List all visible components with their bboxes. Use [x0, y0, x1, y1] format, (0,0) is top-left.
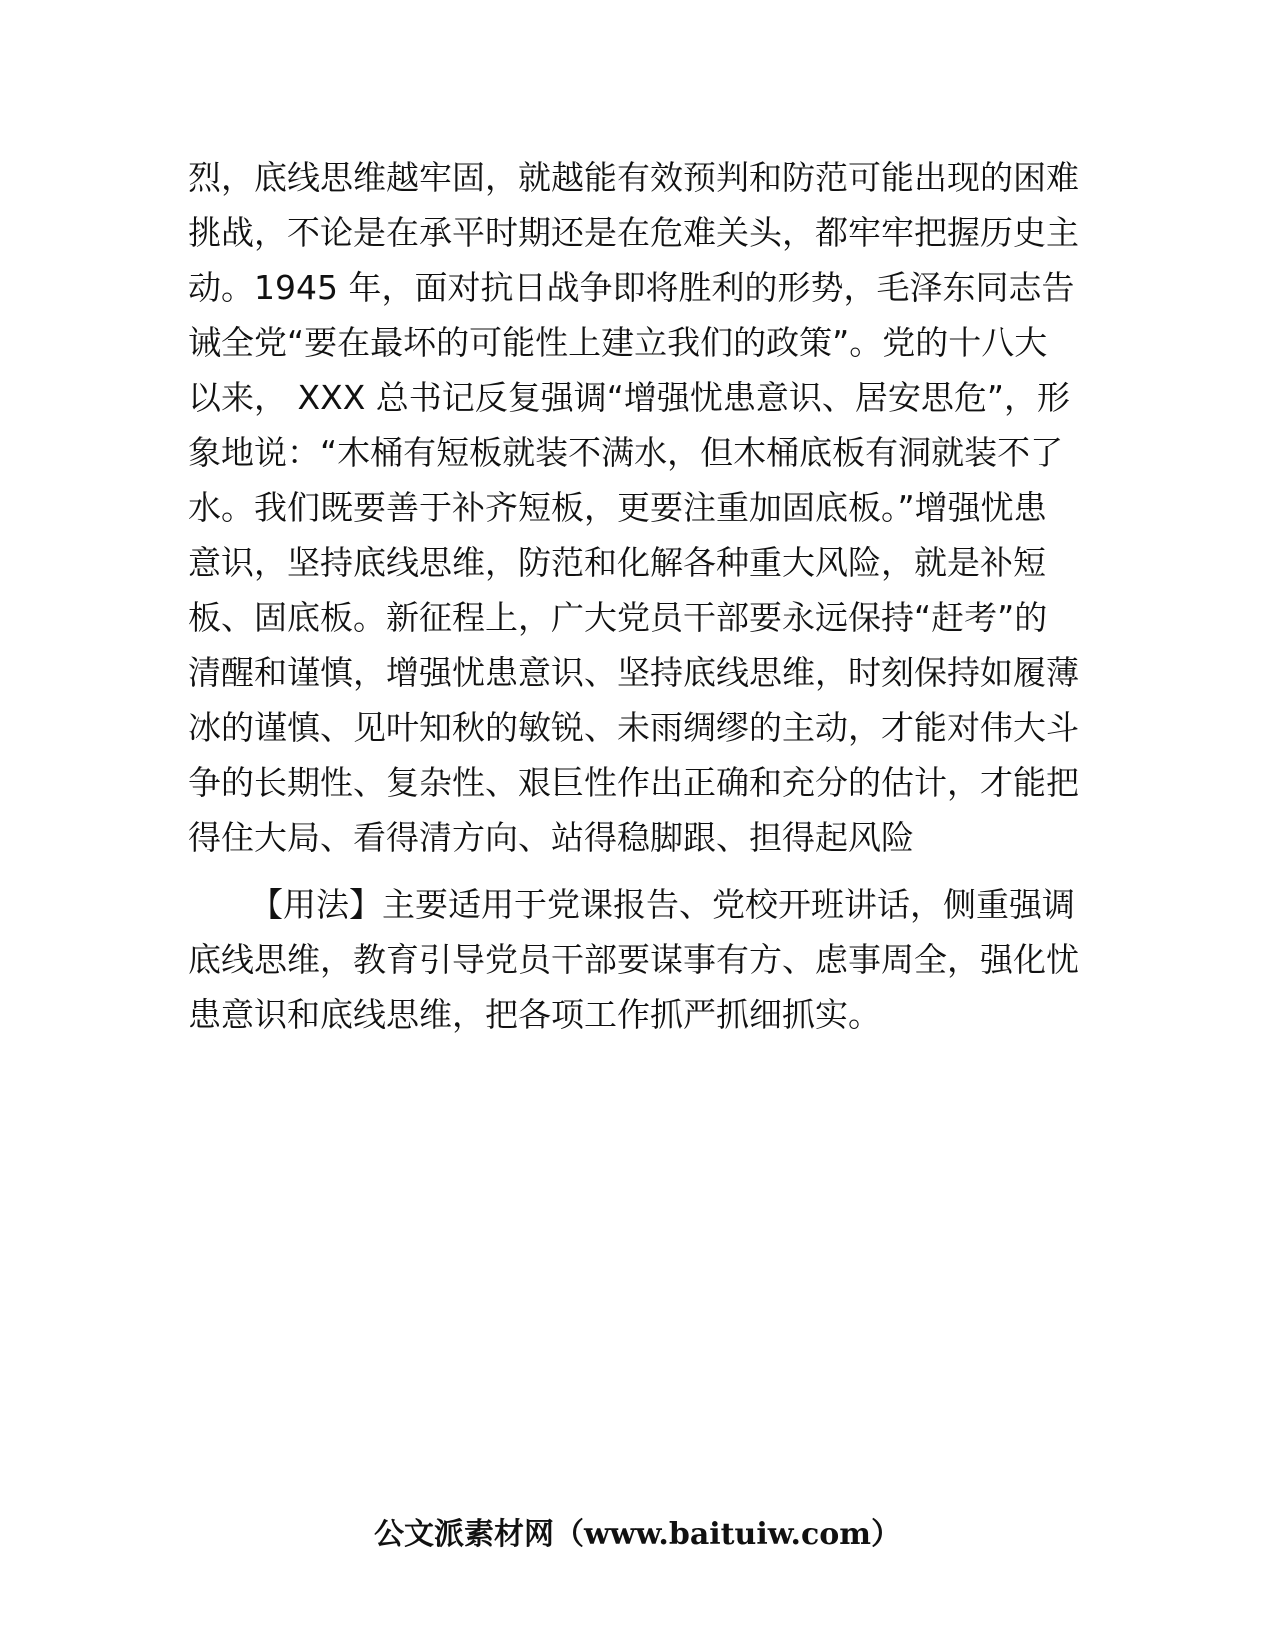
- footer-watermark: 公文派素材网（www.baituiw.com）: [373, 1517, 902, 1552]
- usage-paragraph-first-line: 【用法】主要适用于党课报告、党校开班讲话，侧重强调: [250, 885, 1075, 924]
- text-line: 诫全党“要在最坏的可能性上建立我们的政策”。党的十八大: [188, 323, 1048, 362]
- text-line: 患意识和底线思维，把各项工作抓严抓细抓实。: [188, 995, 881, 1034]
- text-line: 挑战，不论是在承平时期还是在危难关头，都牢牢把握历史主: [188, 213, 1079, 252]
- text-line: 意识，坚持底线思维，防范和化解各种重大风险，就是补短: [188, 543, 1046, 582]
- text-line: 以来， XXX 总书记反复强调“增强忧患意识、居安思危”，形: [188, 378, 1070, 417]
- text-line: 烈，底线思维越牢固，就越能有效预判和防范可能出现的困难: [188, 158, 1079, 197]
- text-line: 动。1945 年，面对抗日战争即将胜利的形势，毛泽东同志告: [188, 268, 1075, 307]
- text-line: 清醒和谨慎，增强忧患意识、坚持底线思维，时刻保持如履薄: [188, 653, 1079, 692]
- text-line: 水。我们既要善于补齐短板，更要注重加固底板。”增强忧患: [188, 488, 1047, 527]
- text-line: 得住大局、看得清方向、站得稳脚跟、担得起风险: [188, 818, 914, 857]
- text-line: 象地说：“木桶有短板就装不满水，但木桶底板有洞就装不了: [188, 433, 1064, 472]
- text-line: 冰的谨慎、见叶知秋的敏锐、未雨绸缪的主动，才能对伟大斗: [188, 708, 1079, 747]
- text-line: 底线思维，教育引导党员干部要谋事有方、虑事周全，强化忧: [188, 940, 1079, 979]
- text-line: 板、固底板。新征程上，广大党员干部要永远保持“赶考”的: [188, 598, 1048, 637]
- text-line: 争的长期性、复杂性、艰巨性作出正确和充分的估计，才能把: [188, 763, 1079, 802]
